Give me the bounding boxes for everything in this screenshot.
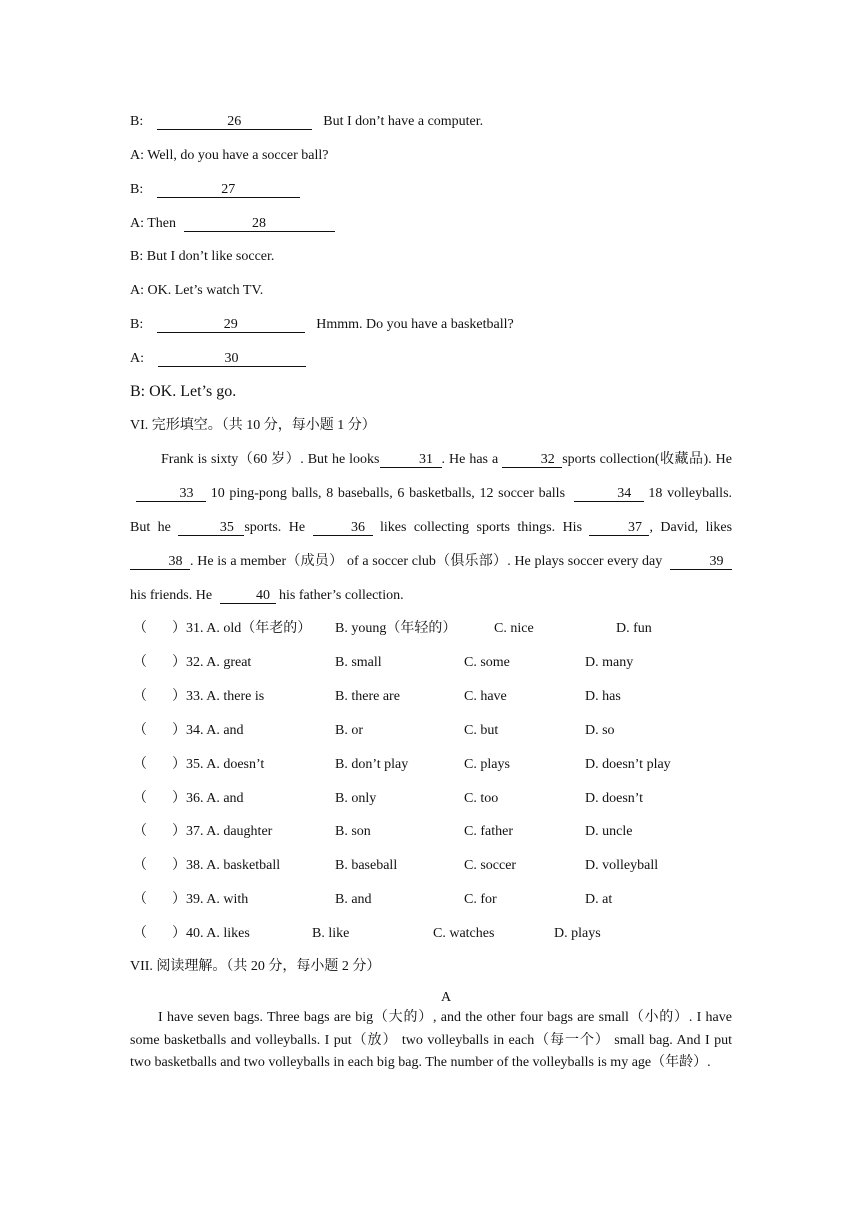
passage-text: . He has a [441,452,499,467]
answer-paren[interactable]: （ [133,791,147,806]
option-c[interactable]: C. for [464,892,497,907]
option-c[interactable]: C. father [464,824,513,839]
option-d[interactable]: D. volleyball [585,858,659,873]
option-b[interactable]: B. and [335,892,372,907]
passage-text: 10 ping-pong balls, 8 baseballs, 6 basketballs, 12 soccer balls [210,486,566,501]
answer-paren[interactable]: （ [133,621,147,636]
passage-text: sports collection(收藏品). He [562,452,732,467]
blank-37[interactable]: 37 [589,520,649,536]
option-d[interactable]: D. many [585,655,634,670]
answer-paren[interactable]: （ [133,824,147,839]
blank-40[interactable]: 40 [220,588,276,604]
passage-text: likes collecting sports things. His [379,520,583,535]
dialogue-line-28 [130,215,335,233]
blank-32[interactable]: 32 [502,452,562,468]
question-number-option-a[interactable]: ）35. A. doesn’t [172,757,265,772]
dialogue-text: OK. Let’s watch TV. [147,283,264,298]
answer-paren[interactable]: （ [133,757,147,772]
speaker: A: [130,216,144,231]
blank-28[interactable]: 28 [184,216,335,232]
question-number-option-a[interactable]: ）39. A. with [172,892,249,907]
question-number-option-a[interactable]: ）36. A. and [172,791,244,806]
dialogue-line-26 [130,113,483,131]
option-d[interactable]: D. uncle [585,824,633,839]
passage-text: . He is a member（成员） of a soccer club（俱乐部）. He plays soccer every day [190,554,663,569]
reading-passage: I have seven bags. Three bags are big（大的）, and the other four bags are small（小的）. I have some basketballs and volleyballs. I put（放） two volleyballs in each（每一个） small bag. And I put two basketballs and two volleyballs in each big bag. The number of the volleyballs is my age（年龄）. [130,1010,732,1070]
dialogue-line [130,282,263,300]
dialogue-text: But I don’t like soccer. [146,249,275,264]
answer-paren[interactable]: （ [133,926,147,941]
option-b[interactable]: B. young（年轻的） [335,621,457,636]
blank-26[interactable]: 26 [157,114,312,130]
option-d[interactable]: D. at [585,892,613,907]
speaker: B: [130,114,144,129]
option-b[interactable]: B. small [335,655,382,670]
speaker: B: [130,317,144,332]
section-heading: VII. 阅读理解。（共 20 分，每小题 2 分） [130,959,381,974]
passage-label: A [440,990,452,1005]
blank-38[interactable]: 38 [130,554,190,570]
answer-paren[interactable]: （ [133,689,147,704]
option-d[interactable]: D. so [585,723,615,738]
passage-text: his friends. He [130,588,213,603]
option-b[interactable]: B. or [335,723,363,738]
question-number-option-a[interactable]: ）38. A. basketball [172,858,281,873]
option-d[interactable]: D. doesn’t [585,791,644,806]
cloze-passage [130,443,732,613]
dialogue-line [130,383,236,401]
question-number-option-a[interactable]: ）37. A. daughter [172,824,273,839]
option-b[interactable]: B. like [312,926,350,941]
question-number-option-a[interactable]: ）31. A. old（年老的） [172,621,312,636]
option-b[interactable]: B. there are [335,689,400,704]
blank-27[interactable]: 27 [157,182,300,198]
dialogue-prefix: Then [147,216,177,231]
option-c[interactable]: C. too [464,791,499,806]
blank-35[interactable]: 35 [178,520,244,536]
option-b[interactable]: B. don’t play [335,757,409,772]
option-c[interactable]: C. watches [433,926,495,941]
option-c[interactable]: C. have [464,689,507,704]
passage-text: , David, likes [649,520,733,535]
option-d[interactable]: D. doesn’t play [585,757,671,772]
dialogue-text: Hmmm. Do you have a basketball? [316,317,514,332]
passage-text: Frank is sixty（60 岁）. But he looks [161,452,380,467]
option-c[interactable]: C. soccer [464,858,517,873]
blank-39[interactable]: 39 [670,554,732,570]
passage-text: his father’s collection. [279,588,404,603]
dialogue-line-30 [130,350,306,368]
dialogue-line-27 [130,181,300,199]
question-number-option-a[interactable]: ）33. A. there is [172,689,265,704]
dialogue-text: OK. Let’s go. [149,383,237,400]
dialogue-line-29 [130,316,514,334]
option-d[interactable]: D. has [585,689,621,704]
blank-36[interactable]: 36 [313,520,373,536]
blank-29[interactable]: 29 [157,317,305,333]
option-c[interactable]: C. nice [494,621,534,636]
option-c[interactable]: C. some [464,655,510,670]
option-d[interactable]: D. fun [616,621,652,636]
option-d[interactable]: D. plays [554,926,601,941]
passage-text: 18 volleyballs. But he [130,486,733,535]
blank-33[interactable]: 33 [136,486,206,502]
question-number-option-a[interactable]: ）32. A. great [172,655,252,670]
section-heading: VI. 完形填空。（共 10 分，每小题 1 分） [130,418,376,433]
option-b[interactable]: B. only [335,791,377,806]
option-c[interactable]: C. but [464,723,499,738]
passage-text: sports. He [244,520,306,535]
speaker: B: [130,182,144,197]
dialogue-text: But I don’t have a computer. [323,114,484,129]
speaker: B: [130,249,144,264]
dialogue-line [130,147,328,165]
option-b[interactable]: B. son [335,824,371,839]
question-number-option-a[interactable]: ）40. A. likes [172,926,250,941]
speaker: A: [130,148,144,163]
option-c[interactable]: C. plays [464,757,510,772]
blank-34[interactable]: 34 [574,486,644,502]
blank-30[interactable]: 30 [158,351,306,367]
answer-paren[interactable]: （ [133,723,147,738]
answer-paren[interactable]: （ [133,892,147,907]
question-number-option-a[interactable]: ）34. A. and [172,723,244,738]
dialogue-line [130,248,274,266]
blank-31[interactable]: 31 [380,452,442,468]
speaker: A: [130,351,144,366]
speaker: A: [130,283,144,298]
answer-paren[interactable]: （ [133,655,147,670]
speaker: B: [130,383,146,400]
dialogue-text: Well, do you have a soccer ball? [147,148,329,163]
answer-paren[interactable]: （ [133,858,147,873]
option-b[interactable]: B. baseball [335,858,398,873]
